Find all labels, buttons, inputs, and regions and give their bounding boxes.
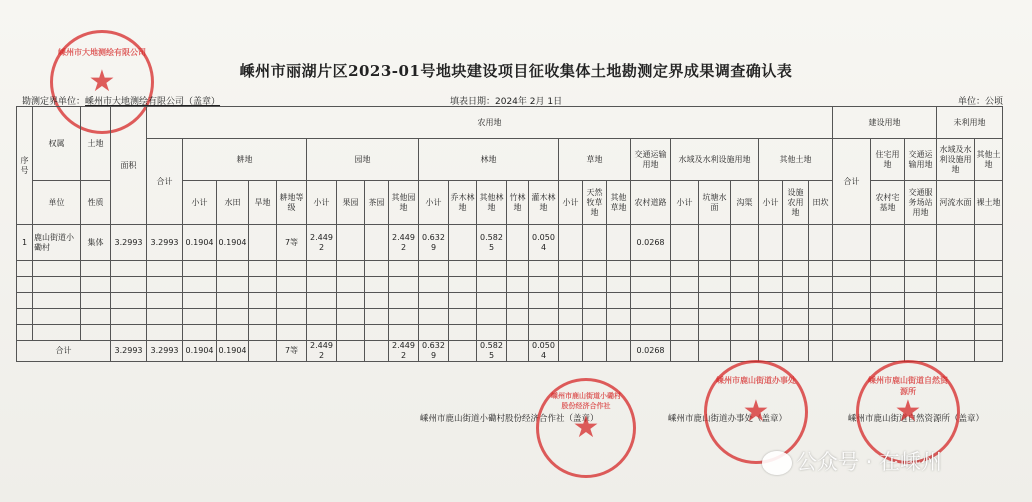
header-f-small: 小计 (419, 181, 449, 225)
header-un-river: 河流水面 (937, 181, 975, 225)
header-agri: 农用地 (147, 107, 833, 139)
header-construction: 建设用地 (833, 107, 937, 139)
cell-w-small (671, 225, 699, 261)
total-f-small: 0.6329 (419, 341, 449, 362)
header-g-small: 小计 (307, 181, 337, 225)
header-gr-natural: 天然牧草地 (583, 181, 607, 225)
village-seal-text: 嵊州市鹿山街道小磡村股份经济合作社 (551, 392, 621, 410)
table-row-empty (17, 309, 1003, 325)
header-land: 土地 (81, 107, 111, 181)
header-f-shrub: 灌木林地 (529, 181, 559, 225)
village-signature: 嵊州市鹿山街道小磡村股份经济合作社（盖章） (420, 414, 599, 424)
cell-g-small: 2.4492 (307, 225, 337, 261)
cell-owner: 鹿山街道小磡村 (33, 225, 81, 261)
table-total-row (17, 341, 1003, 362)
header-gr-other: 其他草地 (607, 181, 631, 225)
cell-o-facility (783, 225, 809, 261)
unit-label: 单位：公顷 (958, 97, 1004, 107)
wechat-icon (762, 451, 792, 475)
cell-c-paddy: 0.1904 (217, 225, 249, 261)
cell-c-dry (249, 225, 277, 261)
header-other-land: 其他土地 (759, 139, 833, 181)
cell-w-pond (699, 225, 731, 261)
header-g-orchard: 果园 (337, 181, 365, 225)
resource-seal-text: 嵊州市鹿山街道自然资源所 (868, 376, 948, 396)
header-c-paddy: 水田 (217, 181, 249, 225)
survey-table (16, 106, 1001, 360)
header-t2-service: 交通服务场站用地 (905, 181, 937, 225)
cell-seq: 1 (17, 225, 33, 261)
cell-c-small: 0.1904 (183, 225, 217, 261)
cell-t2-service (905, 225, 937, 261)
header-unused: 未利用地 (937, 107, 1003, 139)
table-row-empty (17, 293, 1003, 309)
header-c-grade: 耕地等级 (277, 181, 307, 225)
cell-o-small (759, 225, 783, 261)
total-t-road: 0.0268 (631, 341, 671, 362)
fill-date: 填表日期：2024年 2月 1日 (450, 97, 563, 107)
cell-f-bamboo (507, 225, 529, 261)
header-agri-total: 合计 (147, 139, 183, 225)
header-o-ridge: 田坎 (809, 181, 833, 225)
total-agri-total: 3.2993 (147, 341, 183, 362)
total-c-small: 0.1904 (183, 341, 217, 362)
cell-f-other: 0.5825 (477, 225, 507, 261)
company-seal-text: 嵊州市大地测绘有限公司 (58, 48, 146, 57)
cell-f-shrub: 0.0504 (529, 225, 559, 261)
header-un-other: 其他土地 (975, 139, 1003, 181)
header-cs-total: 合计 (833, 139, 871, 225)
header-w-pond: 坑塘水面 (699, 181, 731, 225)
header-land-sub: 性质 (81, 181, 111, 225)
table-row (17, 225, 1003, 261)
cell-un-bare (975, 225, 1003, 261)
header-transport: 交通运输用地 (631, 139, 671, 181)
survey-unit: 勘测定界单位：嵊州市大地测绘有限公司（盖章） (22, 97, 221, 107)
cell-un-river (937, 225, 975, 261)
header-transport2: 交通运输用地 (905, 139, 937, 181)
cell-f-small: 0.6329 (419, 225, 449, 261)
header-gr-small: 小计 (559, 181, 583, 225)
header-un-bare: 裸土地 (975, 181, 1003, 225)
total-area: 3.2993 (111, 341, 147, 362)
header-g-tea: 茶园 (365, 181, 389, 225)
watermark (762, 446, 942, 476)
header-residential: 住宅用地 (871, 139, 905, 181)
cell-nature: 集体 (81, 225, 111, 261)
header-f-other: 其他林地 (477, 181, 507, 225)
header-seq: 序号 (17, 107, 33, 225)
table-row-empty (17, 277, 1003, 293)
header-r-rural: 农村宅基地 (871, 181, 905, 225)
watermark-text: 公众号 · 在嵊州 (796, 450, 943, 474)
office-signature: 嵊州市鹿山街道办事处（盖章） (668, 414, 788, 424)
header-c-dry: 旱地 (249, 181, 277, 225)
cell-f-tree (449, 225, 477, 261)
page-title: 嵊州市丽湖片区2023-01号地块建设项目征收集体土地勘测定界成果调查确认表 (239, 62, 793, 80)
header-o-facility: 设施农用地 (783, 181, 809, 225)
header-c-small: 小计 (183, 181, 217, 225)
cell-g-orchard (337, 225, 365, 261)
cell-g-tea (365, 225, 389, 261)
cell-cs-total (833, 225, 871, 261)
star-icon: ★ (88, 64, 116, 99)
cell-o-ridge (809, 225, 833, 261)
header-owner-sub: 单位 (33, 181, 81, 225)
total-f-shrub: 0.0504 (529, 341, 559, 362)
cell-gr-natural (583, 225, 607, 261)
village-seal (536, 378, 636, 478)
header-owner: 权属 (33, 107, 81, 181)
header-w-small: 小计 (671, 181, 699, 225)
header-forest: 林地 (419, 139, 559, 181)
header-o-small: 小计 (759, 181, 783, 225)
cell-area: 3.2993 (111, 225, 147, 261)
office-seal-text: 嵊州市鹿山街道办事处 (716, 376, 796, 385)
cell-w-ditch (731, 225, 759, 261)
header-f-tree: 乔木林地 (449, 181, 477, 225)
resource-signature: 嵊州市鹿山街道自然资源所（盖章） (848, 414, 985, 424)
cell-agri-total: 3.2993 (147, 225, 183, 261)
cell-r-rural (871, 225, 905, 261)
header-un-water: 水域及水利设施用地 (937, 139, 975, 181)
header-garden: 园地 (307, 139, 419, 181)
header-w-ditch: 沟渠 (731, 181, 759, 225)
header-water: 水域及水利设施用地 (671, 139, 759, 181)
star-icon: ★ (894, 394, 922, 429)
table-row-empty (17, 261, 1003, 277)
header-cultivated: 耕地 (183, 139, 307, 181)
table-row-empty (17, 325, 1003, 341)
header-grass: 草地 (559, 139, 631, 181)
header-g-other: 其他园地 (389, 181, 419, 225)
total-f-other: 0.5825 (477, 341, 507, 362)
cell-g-other: 2.4492 (389, 225, 419, 261)
total-g-small: 2.4492 (307, 341, 337, 362)
star-icon: ★ (742, 394, 770, 429)
header-f-bamboo: 竹林地 (507, 181, 529, 225)
cell-c-grade: 7等 (277, 225, 307, 261)
cell-t-road: 0.0268 (631, 225, 671, 261)
total-c-paddy: 0.1904 (217, 341, 249, 362)
star-icon: ★ (572, 410, 600, 445)
total-c-grade: 7等 (277, 341, 307, 362)
header-area: 面积 (111, 107, 147, 225)
header-t-road: 农村道路 (631, 181, 671, 225)
total-label: 合计 (17, 341, 111, 362)
cell-gr-small (559, 225, 583, 261)
cell-gr-other (607, 225, 631, 261)
total-g-other: 2.4492 (389, 341, 419, 362)
